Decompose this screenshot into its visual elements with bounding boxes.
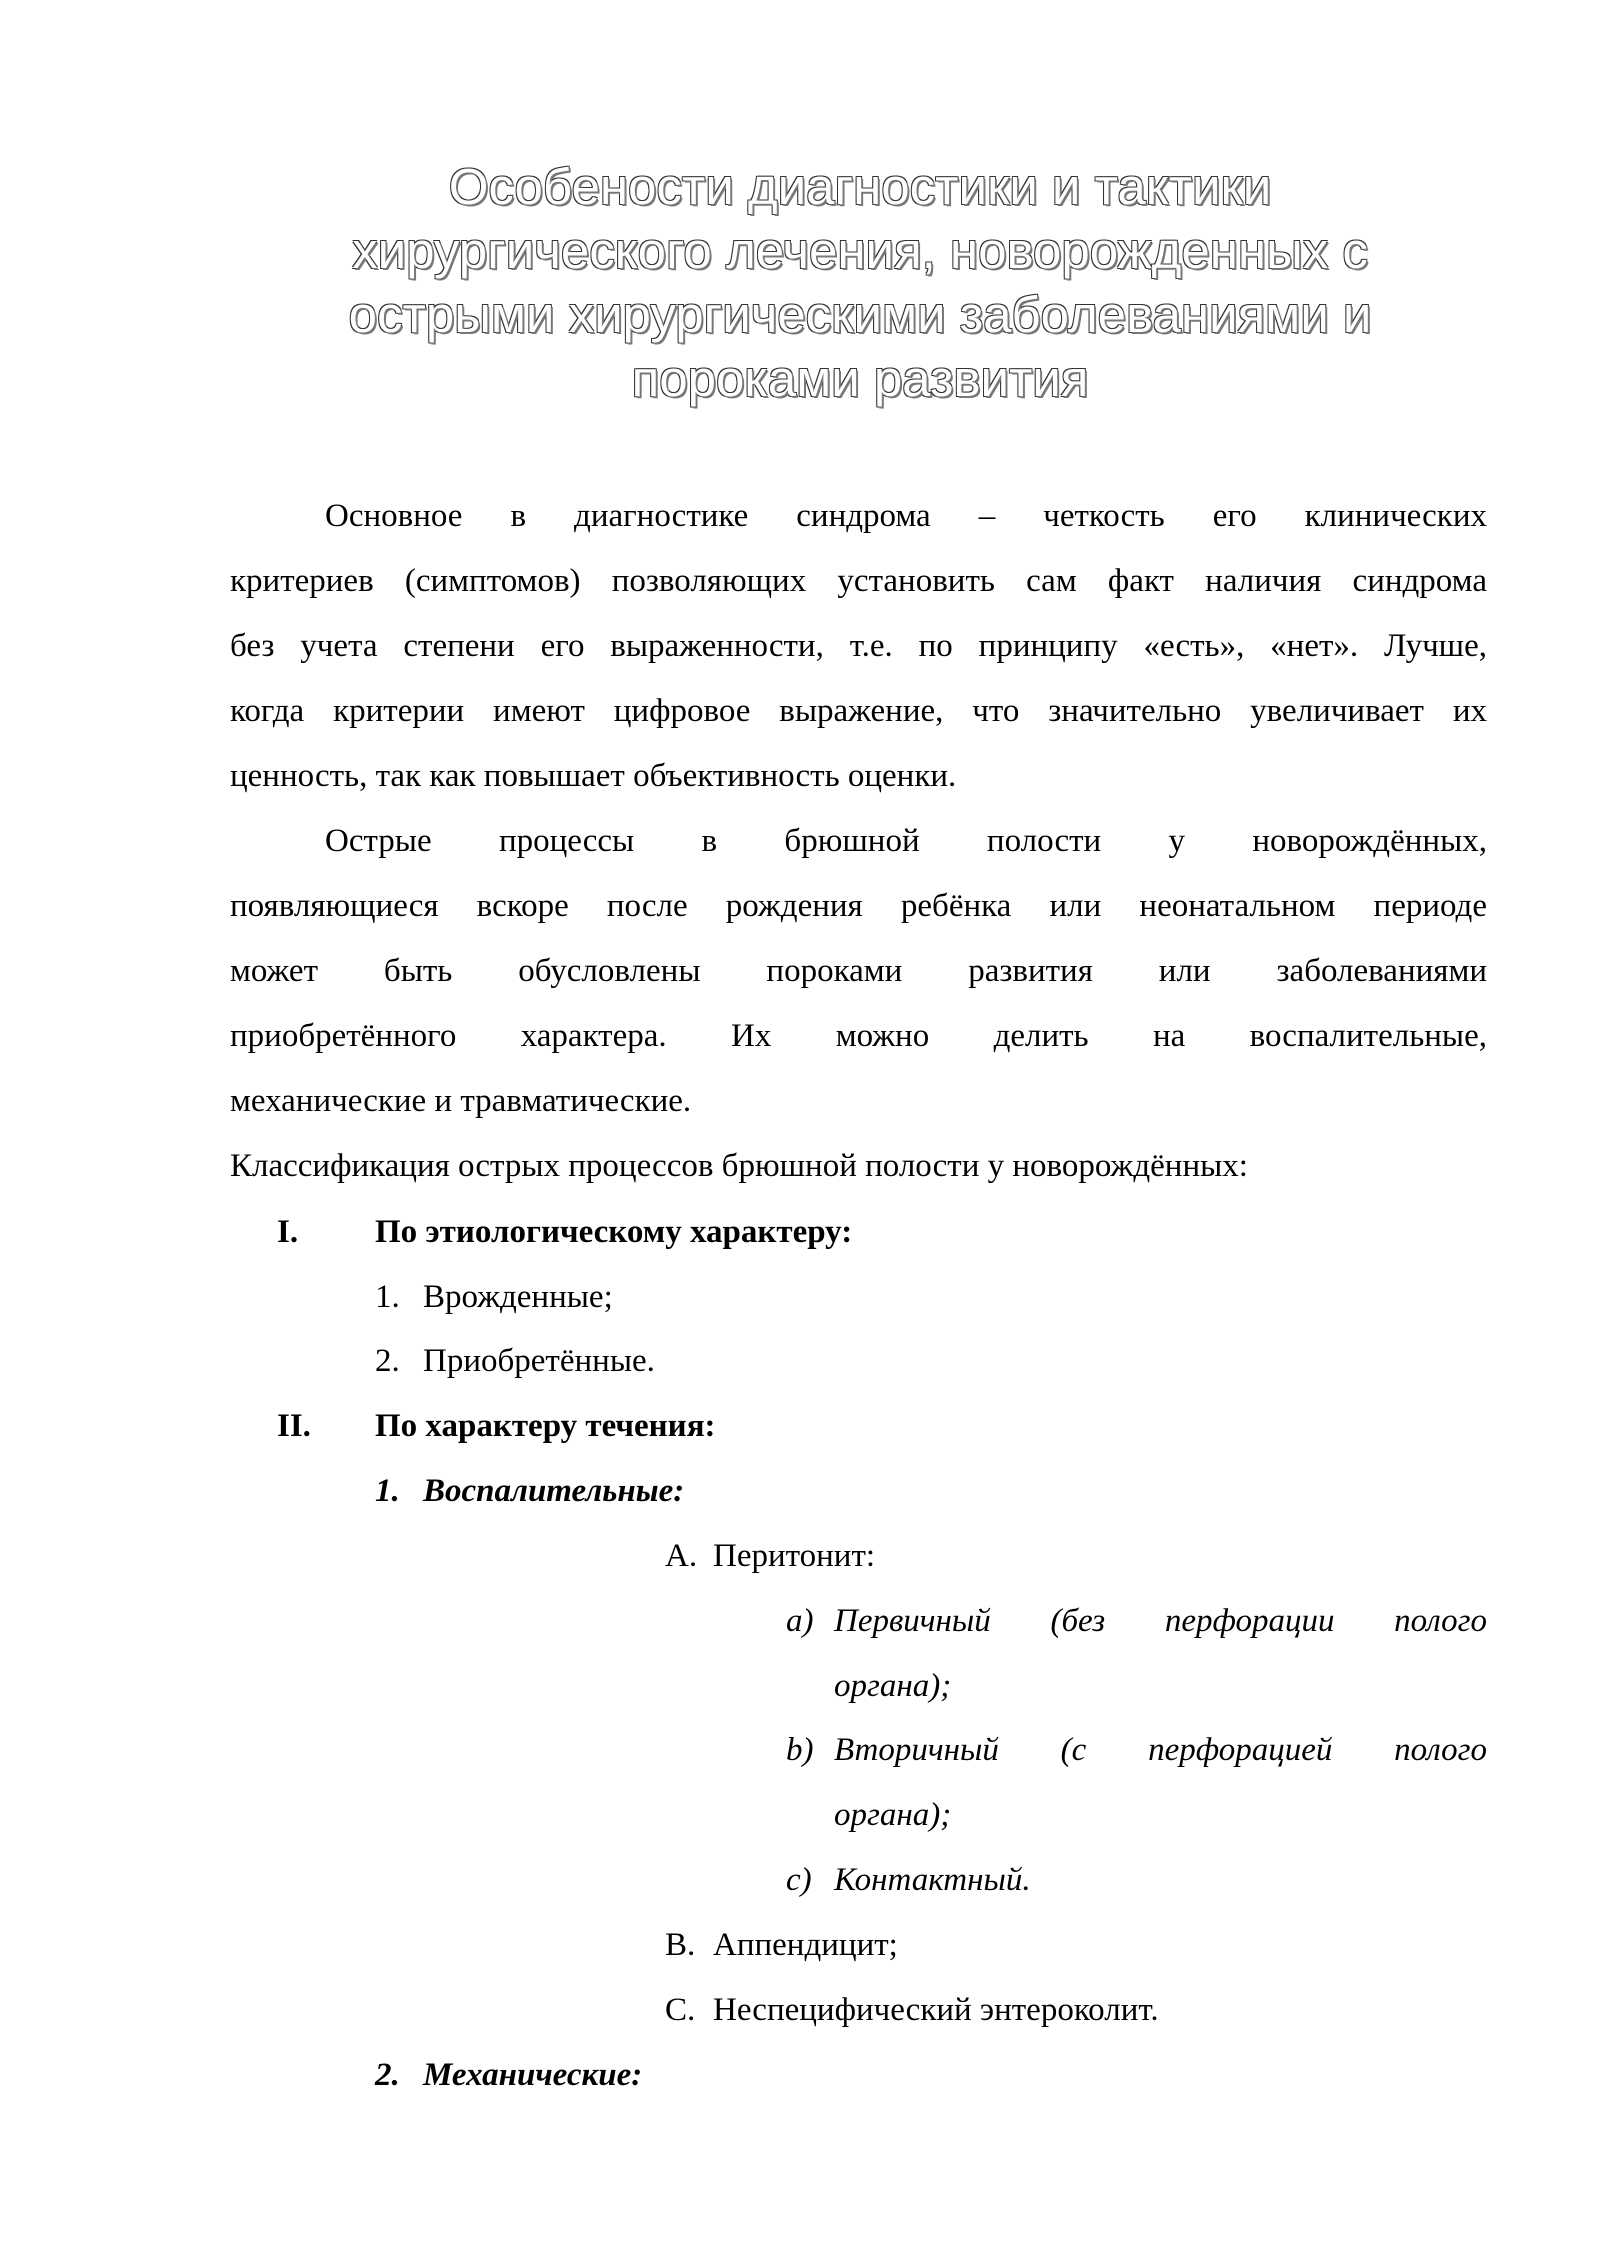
paragraph-acute-processes (230, 809, 1487, 1134)
title-line-4: пороками развития (631, 350, 1089, 407)
paragraph-diagnosis (230, 484, 1487, 809)
section-1-heading: По этиологическому характеру: (375, 1214, 853, 1250)
list-item-marker: 2. (375, 1343, 400, 1379)
paragraph-line: Острые процессы в брюшной полости у новорождённых, (325, 823, 1487, 859)
paragraph-line: механические и травматические. (230, 1083, 692, 1119)
item-contact: Контактный. (834, 1862, 1031, 1898)
sublist-inflammatory: Воспалительные: (423, 1473, 685, 1509)
item-peritonitis: Перитонит: (713, 1538, 876, 1574)
paragraph-line: появляющиеся вскоре после рождения ребёнка или неонатальном периоде (230, 888, 1487, 924)
section-1-marker: I. (277, 1214, 299, 1250)
section-2-heading: По характеру течения: (375, 1408, 716, 1444)
item-marker-b-lower: b) (786, 1732, 814, 1768)
paragraph-line: приобретённого характера. Их можно делить на воспалительные, (230, 1018, 1487, 1054)
paragraph-line: может быть обусловлены пороками развития или заболеваниями (230, 953, 1487, 989)
item-enterocolitis: Неспецифический энтероколит. (713, 1992, 1159, 2028)
paragraph-line: без учета степени его выраженности, т.е. по принципу «есть», «нет». Лучше, (230, 628, 1487, 664)
item-secondary-line2: органа); (834, 1797, 952, 1833)
paragraph-line: когда критерии имеют цифровое выражение, что значительно увеличивает их (230, 693, 1487, 729)
title-line-1: Особености диагностики и тактики (448, 158, 1272, 215)
item-secondary-line1: Вторичный (с перфорацией полого (834, 1732, 1487, 1768)
sublist-marker: 1. (375, 1473, 400, 1509)
list-item-marker: 1. (375, 1279, 400, 1315)
sublist-marker: 2. (375, 2057, 400, 2093)
paragraph-line: ценность, так как повышает объективность оценки. (230, 758, 957, 794)
section-2-marker: II. (277, 1408, 311, 1444)
document-title (260, 155, 1460, 411)
item-appendicitis: Аппендицит; (713, 1927, 898, 1963)
item-marker-b-upper: B. (665, 1927, 696, 1963)
item-primary-line2: органа); (834, 1668, 952, 1704)
classification-intro: Классификация острых процессов брюшной полости у новорождённых: (230, 1148, 1248, 1184)
item-marker-c-lower: c) (786, 1862, 812, 1898)
list-item: Приобретённые. (423, 1343, 655, 1379)
item-marker-a-lower: a) (786, 1603, 814, 1639)
paragraph-line: Основное в диагностике синдрома – четкость его клинических (325, 498, 1487, 534)
paragraph-line: критериев (симптомов) позволяющих установить сам факт наличия синдрома (230, 563, 1487, 599)
item-marker-a-upper: A. (665, 1538, 698, 1574)
title-line-3: острыми хирургическими заболеваниями и (348, 286, 1372, 343)
item-primary-line1: Первичный (без перфорации полого (834, 1603, 1487, 1639)
title-line-2: хирургического лечения, новорожденных с (352, 222, 1368, 279)
sublist-mechanical: Механические: (423, 2057, 643, 2093)
item-marker-c-upper: C. (665, 1992, 696, 2028)
list-item: Врожденные; (423, 1279, 613, 1315)
